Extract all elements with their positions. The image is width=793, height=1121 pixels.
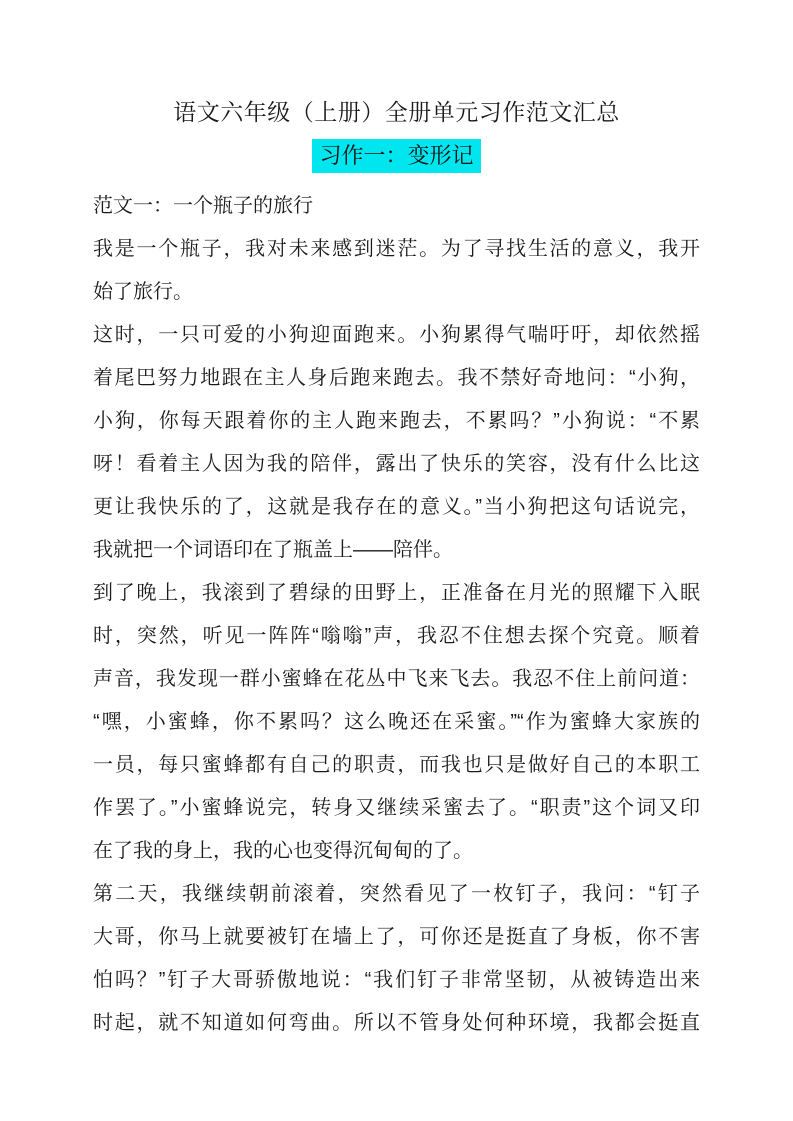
text-line: 声音，我发现一群小蜜蜂在花丛中飞来飞去。我忍不住上前问道： [93,668,700,690]
text-line: “嘿，小蜜蜂，你不累吗？这么晚还在采蜜。”“作为蜜蜂大家族的 [93,711,700,733]
text-line: 时起，就不知道如何弯曲。所以不管身处何种环境，我都会挺直 [93,1012,700,1034]
text-line: 第二天，我继续朝前滚着，突然看见了一枚钉子，我问：“钉子 [93,883,700,905]
text-line: 怕吗？”钉子大哥骄傲地说：“我们钉子非常坚韧，从被铸造出来 [93,969,700,991]
paragraph-4 [93,873,700,1045]
text-line: 着尾巴努力地跟在主人身后跑来跑去。我不禁好奇地问：“小狗， [93,367,700,389]
text-line: 一员，每只蜜蜂都有自己的职责，而我也只是做好自己的本职工 [93,754,700,776]
text-line: 在了我的身上，我的心也变得沉甸甸的了。 [93,840,473,862]
document-title: 语文六年级（上册）全册单元习作范文汇总 [173,99,620,125]
text-line: 这时，一只可爱的小狗迎面跑来。小狗累得气喘吁吁，却依然摇 [93,324,700,346]
text-line: 更让我快乐的了，这就是我存在的意义。”当小狗把这句话说完， [93,496,700,518]
text-line: 呀！看着主人因为我的陪伴，露出了快乐的笑容，没有什么比这 [93,453,700,475]
text-line: 我就把一个词语印在了瓶盖上——陪伴。 [93,539,453,561]
paragraph-3 [93,572,700,873]
text-line: 到了晚上，我滚到了碧绿的田野上，正准备在月光的照耀下入眠 [93,582,700,604]
essay-body [93,185,700,1045]
text-line: 始了旅行。 [93,281,193,303]
text-line: 时，突然，听见一阵阵“嗡嗡”声，我忍不住想去探个究竟。顺着 [93,625,700,647]
paragraph-1 [93,228,700,314]
section-heading: 习作一：变形记 [312,139,480,173]
text-line: 作罢了。”小蜜蜂说完，转身又继续采蜜去了。“职责”这个词又印 [93,797,700,819]
text-line: 我是一个瓶子，我对未来感到迷茫。为了寻找生活的意义，我开 [93,238,700,260]
text-line: 大哥，你马上就要被钉在墙上了，可你还是挺直了身板，你不害 [93,926,700,948]
paragraph-2 [93,314,700,572]
section-heading-row [93,139,700,173]
text-line: 小狗，你每天跟着你的主人跑来跑去，不累吗？”小狗说：“不累 [93,410,700,432]
essay-title: 范文一：一个瓶子的旅行 [93,195,313,217]
